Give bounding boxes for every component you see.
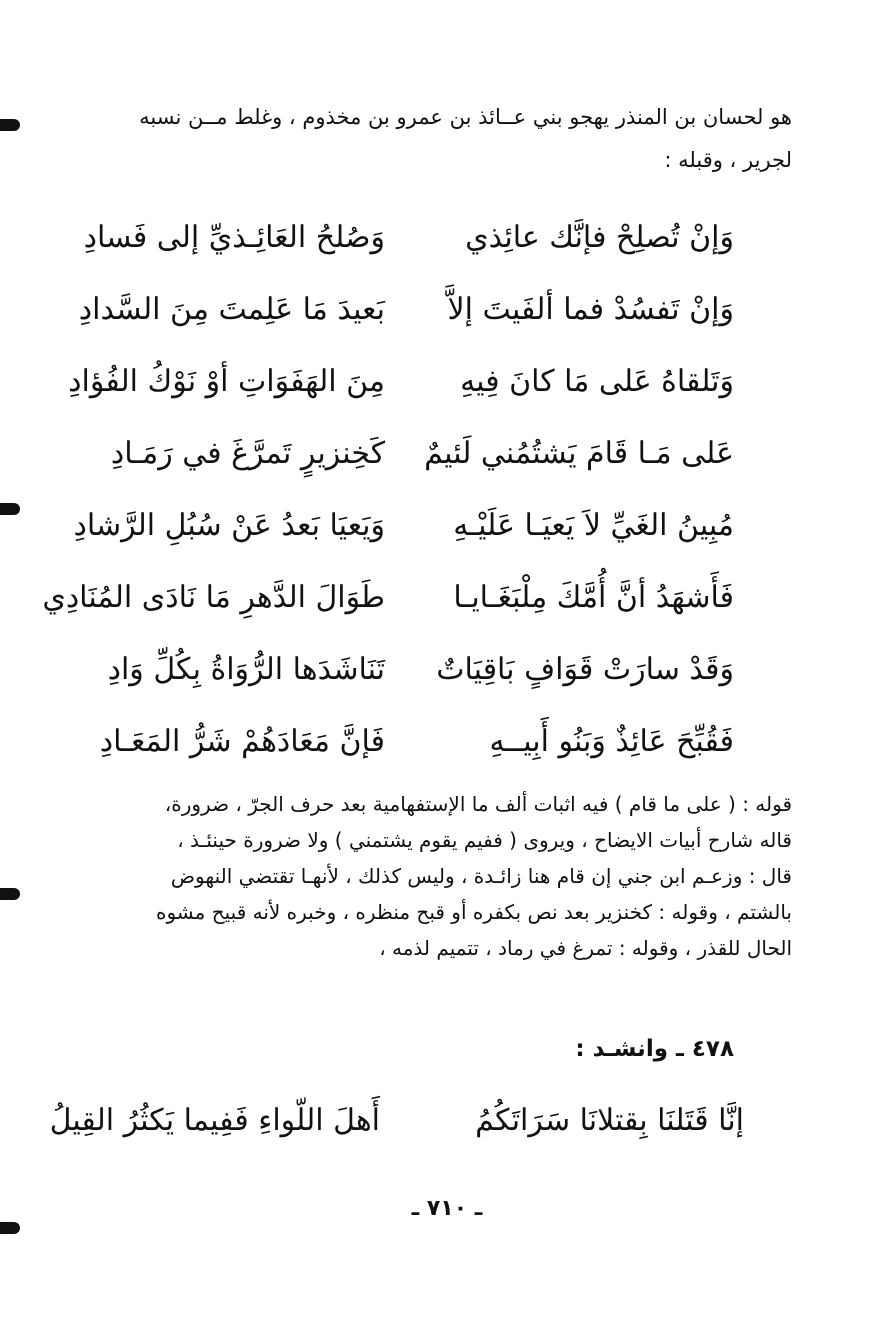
margin-mark — [0, 1222, 20, 1234]
verse-line — [68, 346, 734, 418]
verse-second-hemistich: بَعيدَ مَا عَلِمتَ مِنَ السَّدادِ — [78, 292, 385, 327]
verse-line — [49, 1092, 744, 1148]
verse-first-hemistich: وَإنْ تَفسُدْ فما ألفَيتَ إلاَّ — [447, 292, 734, 327]
commentary-line: قاله شارح أبيات الايضاح ، ويروى ( ففيم يقوم يشتمني ) ولا ضرورة حينئـذ ، — [177, 828, 792, 852]
intro-line: هو لحسان بن المنذر يهجو بني عــائذ بن عمرو بن مخذوم ، وغلط مــن نسبه — [139, 105, 792, 129]
verse-line — [95, 418, 734, 490]
margin-mark — [0, 119, 20, 131]
verse-first-hemistich: وَتَلقاهُ عَلى مَا كانَ فِيهِ — [460, 364, 734, 399]
verse-second-hemistich: وَصُلحُ العَائِـذيِّ إلى فَسادِ — [83, 220, 385, 255]
commentary-line: قال : وزعـم ابن جني إن قام هنا زائـدة ، وليس كذلك ، لأنهـا تقتضي النهوض — [170, 864, 792, 888]
poem-verses — [42, 202, 734, 778]
verse-second-hemistich: وَيَعيَا بَعدُ عَنْ سُبُلِ الرَّشادِ — [73, 508, 385, 543]
verse-first-hemistich: عَلى مَـا قَامَ يَشتُمُني لَئيمٌ — [424, 436, 734, 471]
commentary-line: الحال للقذر ، وقوله : تمرغ في رماد ، تتميم لذمه ، — [379, 936, 792, 960]
commentary-line: بالشتم ، وقوله : كخنزير بعد نص بكفره أو قبح منظره ، وخبره لأنه قبيح مشوه — [155, 900, 792, 924]
verse-first-hemistich: وَقَدْ سارَتْ قَوَافٍ بَاقِيَاتٌ — [436, 652, 734, 687]
verse-first-hemistich: إنَّا قَتَلنَا بِقتلانَا سَرَاتَكُمُ — [475, 1102, 744, 1138]
margin-mark — [0, 503, 20, 515]
verse-first-hemistich: وَإنْ تُصلِحْ فإنَّك عائِذي — [465, 220, 734, 255]
verse-second-hemistich: مِنَ الهَفَوَاتِ أوْ نَوْكُ الفُؤادِ — [68, 364, 385, 399]
intro-line: لجرير ، وقبله : — [664, 148, 792, 172]
commentary-line: قوله : ( على ما قام ) فيه اثبات ألف ما الإستفهامية بعد حرف الجرّ ، ضرورة، — [164, 792, 792, 816]
verse-second-hemistich: تَنَاشَدَها الرُّوَاةُ بِكُلِّ وَادِ — [107, 652, 385, 687]
verse-first-hemistich: فَأَشهَدُ أنَّ أُمَّكَ مِلْبَغَـايـا — [453, 580, 734, 615]
verse-line — [95, 706, 734, 778]
verse-line — [83, 202, 734, 274]
verse-first-hemistich: مُبِينُ الغَيِّ لاَ يَعيَـا عَلَيْـهِ — [453, 508, 734, 543]
verse-first-hemistich: فَقُبِّحَ عَائِذٌ وَبَنُو أَبِيــهِ — [489, 724, 734, 759]
page-number: ـ ٧١٠ ـ — [411, 1196, 483, 1221]
intro-paragraph — [45, 96, 792, 182]
verse-second-hemistich: فَإنَّ مَعَادَهُمْ شَرُّ المَعَـادِ — [99, 724, 385, 759]
verse-second-hemistich: كَخِنزيرٍ تَمرَّغَ في رَمَـادِ — [110, 436, 385, 471]
verse-line — [42, 562, 734, 634]
verse-second-hemistich: طَوَالَ الدَّهرِ مَا نَادَى المُنَادِي — [42, 580, 385, 615]
verse-line — [73, 490, 734, 562]
verse-line — [78, 274, 734, 346]
commentary-paragraph — [45, 786, 792, 966]
margin-mark — [0, 888, 20, 900]
verse-second-hemistich: أَهلَ اللّواءِ فَفِيما يَكثُرُ القِيلُ — [49, 1102, 380, 1138]
entry-heading: ٤٧٨ ـ وانشـد : — [575, 1036, 734, 1062]
verse-line — [95, 634, 734, 706]
